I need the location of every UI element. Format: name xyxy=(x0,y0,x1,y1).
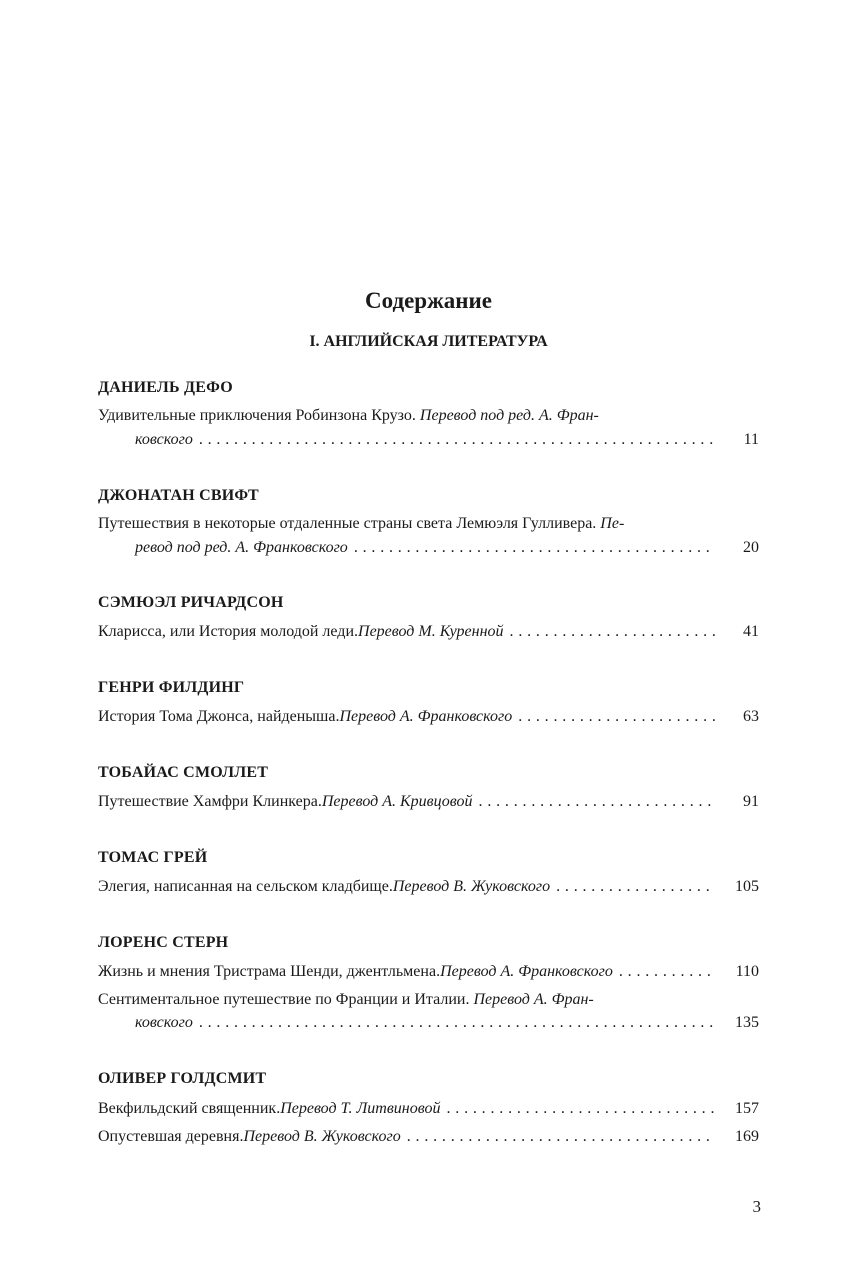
translator: Перевод Т. Литвиновой xyxy=(280,1100,441,1117)
work-title: Кларисса, или История молодой леди. xyxy=(98,623,359,640)
toc-entry-continuation[interactable] xyxy=(135,1012,717,1034)
toc-entry[interactable] xyxy=(98,791,717,813)
translator: Пе- xyxy=(600,515,625,532)
page-number: 41 xyxy=(743,623,759,640)
page-number: 169 xyxy=(735,1128,759,1145)
toc-entry[interactable] xyxy=(98,1126,717,1148)
toc-entry[interactable] xyxy=(98,621,717,643)
toc-entry[interactable] xyxy=(98,513,717,535)
page-number: 105 xyxy=(735,878,759,895)
translator: Перевод А. Фран- xyxy=(473,991,594,1008)
dot-leader xyxy=(199,1012,715,1034)
toc-entry[interactable] xyxy=(98,961,717,983)
page-number: 110 xyxy=(735,963,759,980)
folio-page-number: 3 xyxy=(752,1197,761,1216)
author-heading: ТОМАС ГРЕЙ xyxy=(98,849,208,866)
work-title: Сентиментальное путешествие по Франции и Италии. xyxy=(98,991,474,1008)
dot-leader xyxy=(199,429,715,451)
translator: Перевод В. Жуковского xyxy=(392,878,551,895)
dot-leader xyxy=(446,1098,715,1120)
toc-entry-continuation[interactable] xyxy=(135,429,717,451)
toc-entry[interactable] xyxy=(98,876,717,898)
dot-leader xyxy=(479,791,715,813)
translator: Перевод А. Франковского xyxy=(440,963,613,980)
translator: Перевод под ред. А. Фран- xyxy=(419,407,599,424)
dot-leader xyxy=(518,706,715,728)
author-heading: ДЖОНАТАН СВИФТ xyxy=(98,487,259,504)
translator: ковского xyxy=(135,431,193,448)
work-title: Путешествия в некоторые отдаленные страны света Лемюэля Гулливера. xyxy=(98,515,601,532)
work-title: Путешествие Хамфри Клинкера. xyxy=(98,793,322,810)
translator: Перевод А. Кривцовой xyxy=(321,793,473,810)
author-heading: ТОБАЙАС СМОЛЛЕТ xyxy=(98,764,269,781)
work-title: История Тома Джонса, найденыша. xyxy=(98,708,340,725)
page-title: Содержание xyxy=(365,288,492,313)
translator: ревод под ред. А. Франковского xyxy=(135,539,348,556)
translator: Перевод В. Жуковского xyxy=(243,1128,401,1145)
author-heading: ОЛИВЕР ГОЛДСМИТ xyxy=(98,1070,267,1087)
work-title: Жизнь и мнения Тристрама Шенди, джентльмена. xyxy=(98,963,441,980)
author-heading: ГЕНРИ ФИЛДИНГ xyxy=(98,679,245,696)
author-heading: ДАНИЕЛЬ ДЕФО xyxy=(98,379,233,396)
toc-entry-continuation[interactable] xyxy=(135,537,717,559)
dot-leader xyxy=(619,961,715,983)
work-title: Элегия, написанная на сельском кладбище. xyxy=(98,878,393,895)
page-number: 91 xyxy=(743,793,759,810)
author-heading: СЭМЮЭЛ РИЧАРДСОН xyxy=(98,594,284,611)
translator: Перевод А. Франковского xyxy=(339,708,513,725)
toc-entry[interactable] xyxy=(98,405,717,427)
dot-leader xyxy=(407,1126,715,1148)
page-number: 20 xyxy=(743,539,759,556)
part-heading: I. АНГЛИЙСКАЯ ЛИТЕРАТУРА xyxy=(309,333,548,350)
author-heading: ЛОРЕНС СТЕРН xyxy=(98,934,229,951)
dot-leader xyxy=(510,621,715,643)
work-title: Удивительные приключения Робинзона Крузо. xyxy=(98,407,420,424)
page-number: 135 xyxy=(735,1014,759,1031)
work-title: Опустевшая деревня. xyxy=(98,1128,244,1145)
page-number: 63 xyxy=(743,708,759,725)
toc-entry[interactable] xyxy=(98,1098,717,1120)
translator: ковского xyxy=(135,1014,193,1031)
page-number: 157 xyxy=(735,1100,759,1117)
work-title: Векфильдский священник. xyxy=(98,1100,281,1117)
toc-entry[interactable] xyxy=(98,989,717,1011)
dot-leader xyxy=(556,876,715,898)
dot-leader xyxy=(354,537,715,559)
page-number: 11 xyxy=(743,431,759,448)
translator: Перевод М. Куренной xyxy=(358,623,504,640)
toc-entry[interactable] xyxy=(98,706,717,728)
